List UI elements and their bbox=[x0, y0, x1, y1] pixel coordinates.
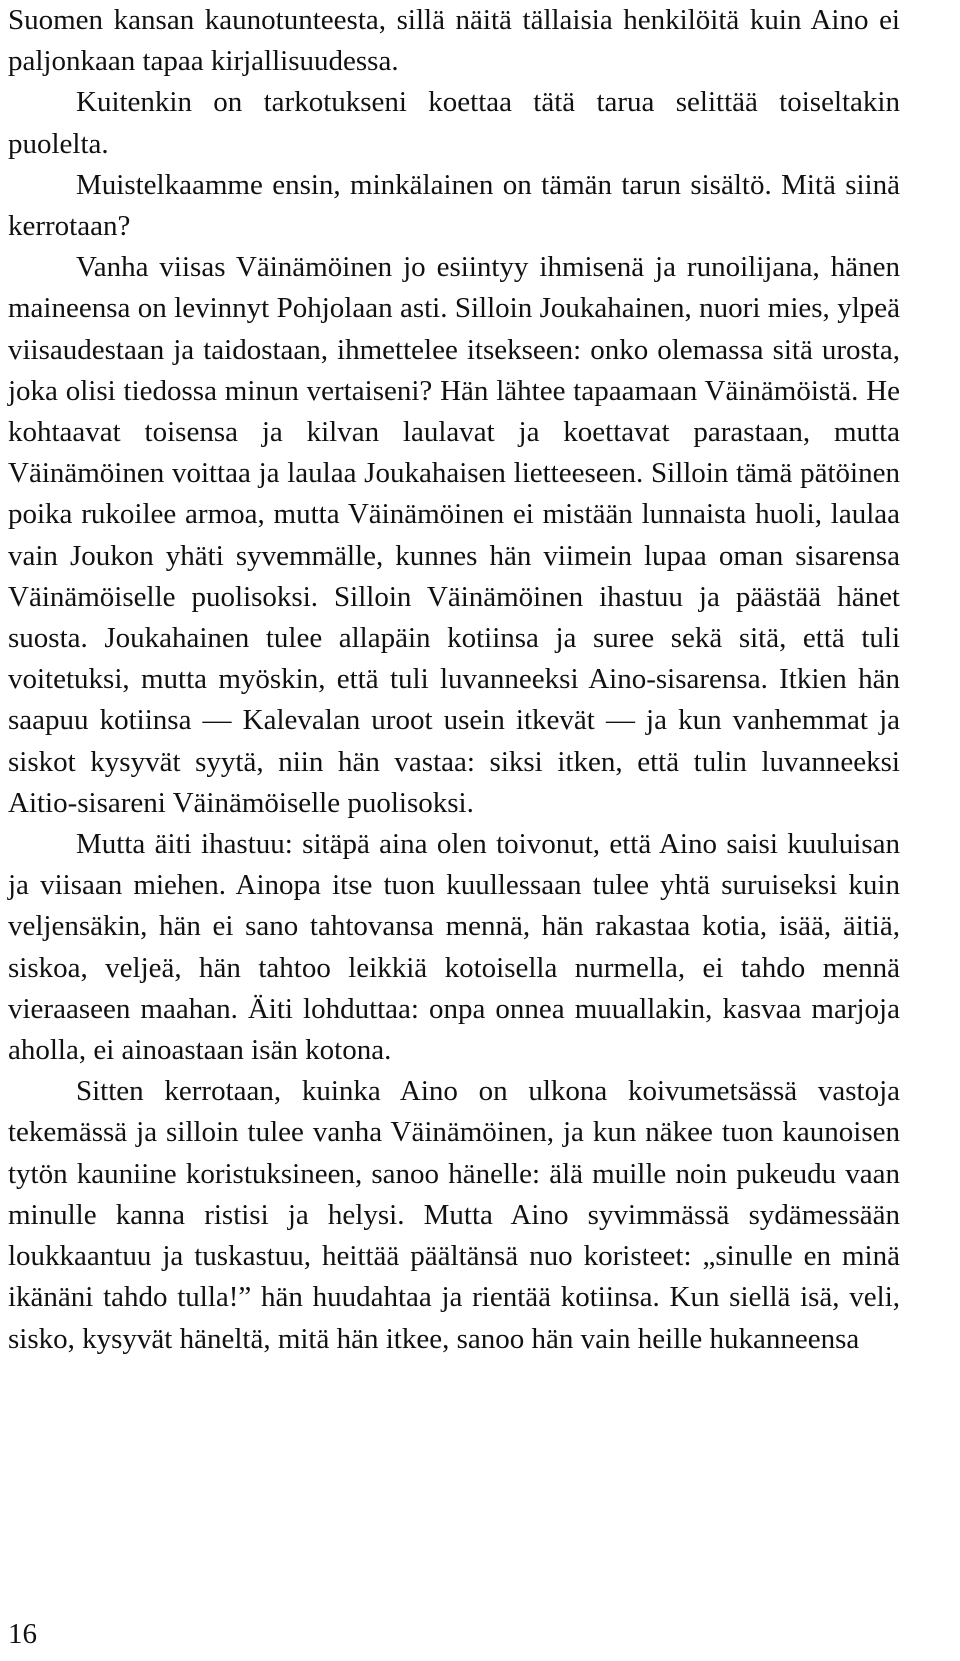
paragraph: Kuitenkin on tarkotukseni koettaa tätä tarua selittää toiseltakin puolelta. bbox=[8, 86, 900, 160]
paragraph: Sitten kerrotaan, kuinka Aino on ulkona koivumetsässä vastoja tekemässä ja silloin tulee vanha Väinämöinen, ja kun näkee tuon kaunoisen tytön kauniine koristuksineen, sanoo hänelle: älä muille noin pukeudu vaan minulle kanna ristisi ja helysi. Mutta Aino syvimmässä sydämessään loukkaantuu ja tuskastuu, heittää päältänsä nuo koristeet: „sinulle en minä ikänäni tahdo tulla!” hän huudahtaa ja rientää kotiinsa. Kun siellä isä, veli, sisko, kysyvät häneltä, mitä hän itkee, sanoo hän vain heille hukanneensa bbox=[8, 1075, 900, 1355]
paragraph: Suomen kansan kaunotunteesta, sillä näitä tällaisia henkilöitä kuin Aino ei paljonkaan tapaa kirjallisuudessa. bbox=[8, 4, 900, 78]
paragraph: Mutta äiti ihastuu: sitäpä aina olen toivonut, että Aino saisi kuuluisan ja viisaan miehen. Ainopa itse tuon kuullessaan tulee yhtä suruiseksi kuin veljensäkin, hän ei sano tahtovansa mennä, hän rakastaa kotia, isää, äitiä, siskoa, veljeä, hän tahtoo leikkiä kotoisella nurmella, ei tahdo mennä vieraaseen maahan. Äiti lohduttaa: onpa onnea muuallakin, kasvaa marjoja aholla, ei ainoastaan isän kotona. bbox=[8, 828, 900, 1067]
page-body bbox=[8, 0, 900, 1360]
paragraph: Vanha viisas Väinämöinen jo esiintyy ihmisenä ja runoilijana, hänen maineensa on levinnyt Pohjolaan asti. Silloin Joukahainen, nuori mies, ylpeä viisaudestaan ja taidostaan, ihmettelee itsekseen: onko olemassa sitä urosta, joka olisi tiedossa minun vertaiseni? Hän lähtee tapaamaan Väinämöistä. He kohtaavat toisensa ja kilvan laulavat ja koettavat parastaan, mutta Väinämöinen voittaa ja laulaa Joukahaisen lietteeseen. Silloin tämä pätöinen poika rukoilee armoa, mutta Väinämöinen ei mistään lunnaista huoli, laulaa vain Joukon yhäti syvemmälle, kunnes hän viimein lupaa oman sisarensa Väinämöiselle puolisoksi. Silloin Väinämöinen ihastuu ja päästää hänet suosta. Joukahainen tulee allapäin kotiinsa ja suree sekä sitä, että tuli voitetuksi, mutta myöskin, että tuli luvanneeksi Aino-sisarensa. Itkien hän saapuu kotiinsa — Kalevalan uroot usein itkevät — ja kun vanhemmat ja siskot kysyvät syytä, niin hän vastaa: siksi itken, että tulin luvanneeksi Aitio-sisareni Väinämöiselle puolisoksi. bbox=[8, 251, 900, 819]
paragraph: Muistelkaamme ensin, minkälainen on tämän tarun sisältö. Mitä siinä kerrotaan? bbox=[8, 168, 900, 243]
page-number: 16 bbox=[8, 1618, 37, 1650]
